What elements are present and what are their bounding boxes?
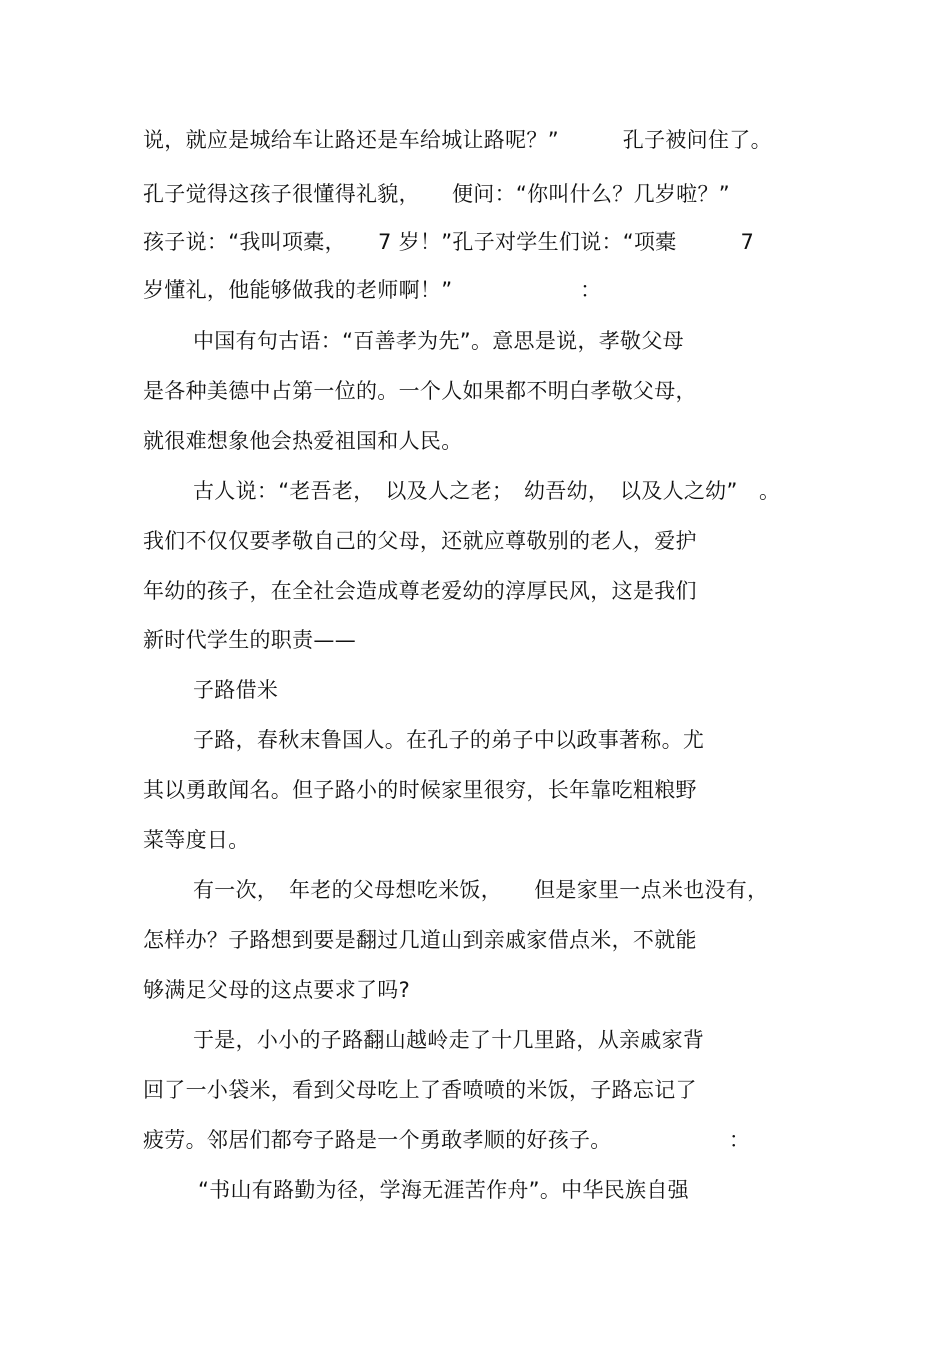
paragraph-start-line: 于是，小小的子路翻山越岭走了十几里路，从亲戚家背 bbox=[193, 1028, 705, 1052]
paragraph-start-line: 古人说：“老吾老， 以及人之老； 幼吾幼， 以及人之幼” 。 bbox=[193, 479, 781, 503]
paragraph-start-line: 中国有句古语：“百善孝为先”。意思是说，孝敬父母 bbox=[193, 329, 684, 353]
text-line: 孔子觉得这孩子很懂得礼貌， 便问：“你叫什么？几岁啦？” bbox=[143, 182, 730, 206]
text-line: 疲劳。邻居们都夸子路是一个勇敢孝顺的好孩子。 ： bbox=[143, 1128, 751, 1152]
paragraph-start-line: 有一次， 年老的父母想吃米饭， 但是家里一点米也没有， bbox=[193, 878, 769, 902]
text-line: 说，就应是城给车让路还是车给城让路呢？” 孔子被问住了。 bbox=[143, 128, 772, 152]
section-title: 子路借米 bbox=[193, 678, 279, 702]
text-line: 岁懂礼，他能够做我的老师啊！” ： bbox=[143, 278, 602, 302]
text-line: 够满足父母的这点要求了吗? bbox=[143, 978, 411, 1002]
text-line: 回了一小袋米，看到父母吃上了香喷喷的米饭，子路忘记了 bbox=[143, 1078, 697, 1102]
paragraph-start-line: “书山有路勤为径，学海无涯苦作舟”。中华民族自强 bbox=[198, 1178, 689, 1202]
text-line: 是各种美德中占第一位的。一个人如果都不明白孝敬父母， bbox=[143, 379, 697, 403]
text-line: 我们不仅仅要孝敬自己的父母，还就应尊敬别的老人，爱护 bbox=[143, 529, 697, 553]
text-line: 孩子说：“我叫项橐， 7 岁！”孔子对学生们说：“项橐 7 bbox=[143, 230, 755, 254]
text-line: 年幼的孩子，在全社会造成尊老爱幼的淳厚民风，这是我们 bbox=[143, 579, 697, 603]
paragraph-start-line: 子路，春秋末鲁国人。在孔子的弟子中以政事著称。尤 bbox=[193, 728, 705, 752]
text-line: 菜等度日。 bbox=[143, 828, 250, 852]
text-line: 就很难想象他会热爱祖国和人民。 bbox=[143, 429, 463, 453]
text-line: 其以勇敢闻名。但子路小的时候家里很穷，长年靠吃粗粮野 bbox=[143, 778, 697, 802]
text-line: 怎样办？子路想到要是翻过几道山到亲戚家借点米，不就能 bbox=[143, 928, 697, 952]
text-line: 新时代学生的职责—— bbox=[143, 628, 356, 652]
